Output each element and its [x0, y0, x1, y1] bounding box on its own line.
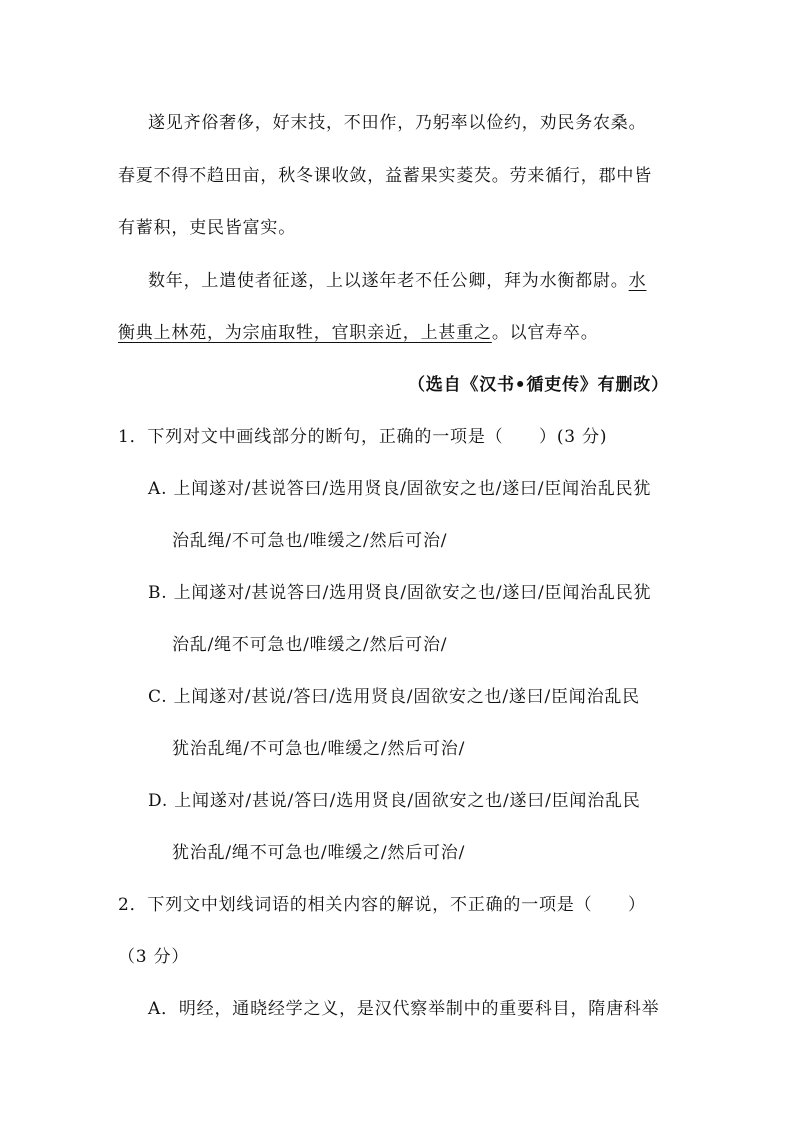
passage-source: （选自《汉书•循吏传》有删改） [408, 375, 669, 395]
option-a: A. 上闻遂对/甚说答曰/选用贤良/固欲安之也/遂曰/臣闻治乱民犹 [148, 479, 652, 499]
option-c: C. 上闻遂对/甚说/答曰/选用贤良/固欲安之也/遂曰/臣闻治乱民 [148, 687, 640, 707]
question-stem-cont: （3 分） [118, 947, 190, 967]
passage-text: 数年，上遣使者征遂，上以遂年老不任公卿，拜为水衡都尉。 [148, 271, 629, 291]
passage-line [148, 270, 646, 292]
option-d: D. 上闻遂对/甚说/答曰/选用贤良/固欲安之也/遂曰/臣闻治乱民 [148, 791, 641, 811]
question-stem: 2．下列文中划线词语的相关内容的解说，不正确的一项是（ ） [118, 895, 646, 915]
option-c-cont: 犹治乱绳/不可急也/唯缓之/然后可治/ [172, 739, 466, 759]
option-b: B. 上闻遂对/甚说答曰/选用贤良/固欲安之也/遂曰/臣闻治乱民犹 [148, 583, 652, 603]
passage-line: 春夏不得不趋田亩，秋冬课收敛，益蓄果实菱芡。劳来循行，郡中皆 [118, 166, 652, 186]
passage-line: 有蓄积，吏民皆富实。 [118, 218, 296, 238]
option-d-cont: 犹治乱/绳不可急也/唯缓之/然后可治/ [172, 843, 466, 863]
question-stem: 1．下列对文中画线部分的断句，正确的一项是（ ）(3 分) [118, 427, 608, 447]
passage-line: 遂见齐俗奢侈，好末技，不田作，乃躬率以俭约，劝民务农桑。 [148, 113, 647, 133]
underlined-text: 衡典上林苑，为宗庙取牲，官职亲近，上甚重之 [118, 323, 492, 343]
underlined-text: 水 [628, 271, 647, 291]
passage-text: 。以官寿卒。 [491, 323, 599, 343]
option-b-cont: 治乱/绳不可急也/唯缓之/然后可治/ [172, 635, 448, 655]
option-a: A．明经，通晓经学之义，是汉代察举制中的重要科目，隋唐科举 [148, 999, 660, 1019]
option-a-cont: 治乱绳/不可急也/唯缓之/然后可治/ [172, 531, 448, 551]
passage-line [118, 322, 599, 344]
